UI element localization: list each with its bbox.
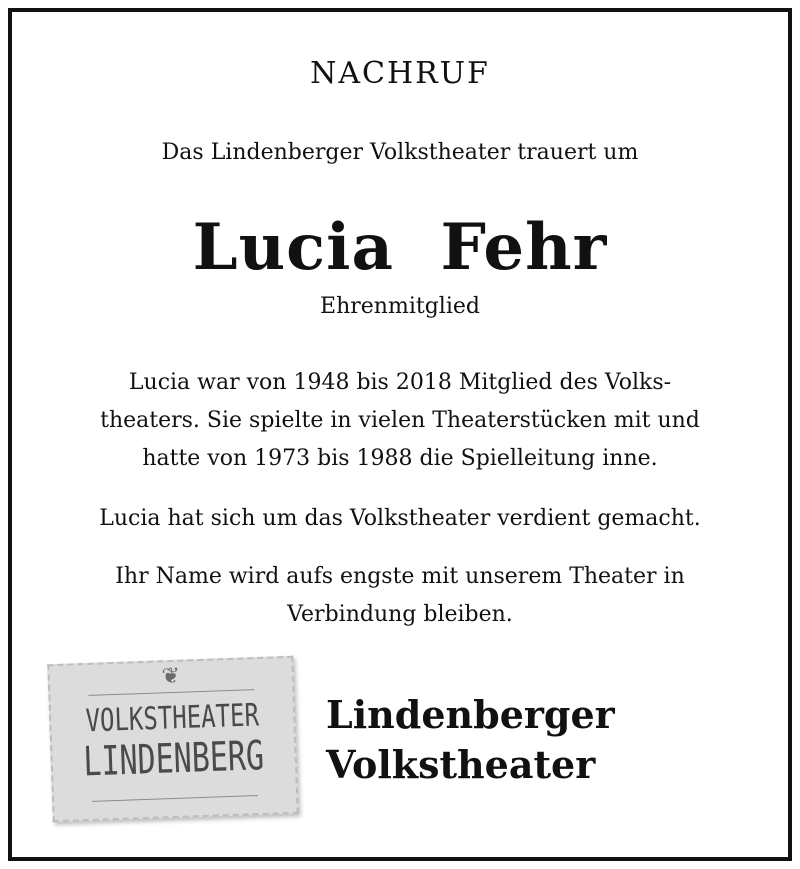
deceased-name: Lucia Fehr — [192, 210, 608, 285]
notice-heading: NACHRUF — [310, 56, 490, 91]
remembrance-paragraph — [0, 558, 800, 634]
paragraph-line: Ihr Name wird aufs engste mit unserem Theater in — [115, 564, 685, 589]
intro-text: Das Lindenberger Volkstheater trauert um — [161, 140, 639, 165]
paragraph-line: Lucia hat sich um das Volkstheater verdient gemacht. — [99, 506, 701, 531]
paragraph-line: Lucia war von 1948 bis 2018 Mitglied des Volks- — [128, 370, 672, 395]
biography-paragraph — [0, 364, 800, 478]
theater-logo-stamp — [47, 656, 298, 822]
merit-paragraph — [0, 500, 800, 538]
logo-text-line2: LINDENBERG — [82, 732, 265, 787]
honorary-title: Ehrenmitglied — [320, 294, 480, 319]
paragraph-line: Verbindung bleiben. — [287, 602, 513, 627]
signature-block — [326, 690, 615, 790]
signature-line2: Volkstheater — [326, 742, 596, 787]
paragraph-line: hatte von 1973 bis 1988 die Spielleitung inne. — [142, 446, 658, 471]
leaf-icon: ❦ — [161, 663, 181, 690]
logo-text-line1: VOLKSTHEATER — [84, 696, 260, 740]
paragraph-line: theaters. Sie spielte in vielen Theaterstücken mit und — [100, 408, 700, 433]
signature-line1: Lindenberger — [326, 692, 615, 737]
